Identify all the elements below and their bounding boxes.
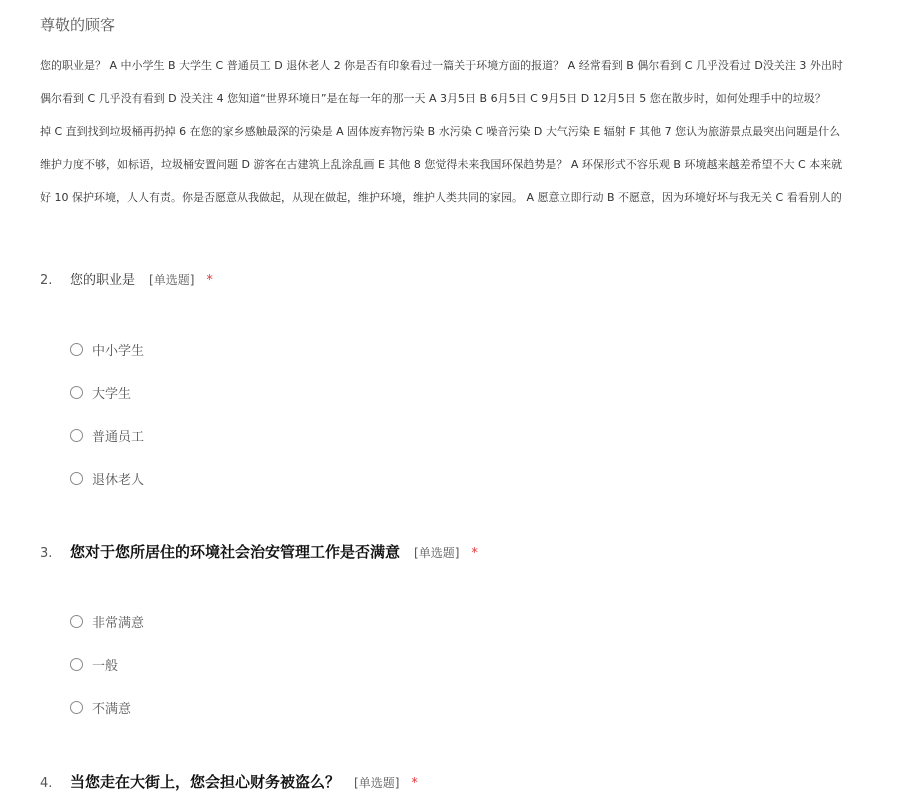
question-type-label: [单选题] (354, 776, 400, 790)
option-label: 退休老人 (92, 473, 145, 488)
radio-circle-icon[interactable] (70, 701, 83, 714)
question-3 (40, 541, 478, 562)
question-number: 4. (40, 776, 53, 791)
radio-circle-icon[interactable] (70, 472, 83, 485)
option-radio[interactable] (70, 612, 144, 631)
option-label: 大学生 (92, 387, 132, 402)
option-radio[interactable] (70, 655, 118, 674)
question-4 (40, 771, 418, 792)
required-asterisk: * (471, 546, 478, 561)
question-2 (40, 269, 213, 288)
intro-text-line: 掉 C 直到找到垃圾桶再扔掉 6 在您的家乡感触最深的污染是 A 固体废弃物污染 B 水污染 C 噪音污染 D 大气污染 E 辐射 F 其他 7 您认为旅游景点最突出问题是什么 (40, 125, 841, 138)
radio-circle-icon[interactable] (70, 343, 83, 356)
option-radio[interactable] (70, 340, 144, 359)
option-radio[interactable] (70, 426, 144, 445)
required-asterisk: * (411, 776, 418, 791)
question-title: 当您走在大街上，您会担心财务被盗么？ (70, 773, 341, 791)
option-label: 普通员工 (92, 430, 145, 445)
radio-circle-icon[interactable] (70, 615, 83, 628)
option-label: 不满意 (92, 702, 132, 717)
intro-text-line: 偶尔看到 C 几乎没有看到 D 没关注 4 您知道“世界环境日”是在每一年的那一天 A 3月5日 B 6月5日 C 9月5日 D 12月5日 5 您在散步时，如何处理手中的垃圾？ (40, 92, 826, 105)
option-label: 中小学生 (92, 344, 145, 359)
option-radio[interactable] (70, 698, 131, 717)
intro-text-line: 维护力度不够，如标语，垃圾桶安置问题 D 游客在古建筑上乱涂乱画 E 其他 8 您觉得未来我国环保趋势是？ A 环保形式不容乐观 B 环境越来越差希望不大 C 本来就 (40, 158, 843, 171)
question-number: 2. (40, 273, 53, 288)
question-type-label: [单选题] (414, 546, 460, 560)
option-label: 非常满意 (92, 616, 145, 631)
radio-circle-icon[interactable] (70, 658, 83, 671)
intro-text-line: 您的职业是？ A 中小学生 B 大学生 C 普通员工 D 退休老人 2 你是否有印象看过一篇关于环境方面的报道？ A 经常看到 B 偶尔看到 C 几乎没看过 D没关注 3 外出时 (40, 59, 843, 72)
radio-circle-icon[interactable] (70, 386, 83, 399)
option-radio[interactable] (70, 383, 131, 402)
question-number: 3. (40, 546, 53, 561)
question-title: 您对于您所居住的环境社会治安管理工作是否满意 (70, 543, 401, 561)
option-radio[interactable] (70, 469, 144, 488)
question-type-label: [单选题] (149, 273, 195, 287)
radio-circle-icon[interactable] (70, 429, 83, 442)
required-asterisk: * (206, 273, 213, 288)
greeting-heading: 尊敬的顾客 (40, 16, 116, 34)
intro-text-line: 好 10 保护环境，人人有责。你是否愿意从我做起，从现在做起，维护环境，维护人类共同的家园。 A 愿意立即行动 B 不愿意，因为环境好坏与我无关 C 看看别人的 (40, 191, 842, 204)
option-label: 一般 (92, 659, 119, 674)
question-title: 您的职业是 (70, 273, 136, 288)
